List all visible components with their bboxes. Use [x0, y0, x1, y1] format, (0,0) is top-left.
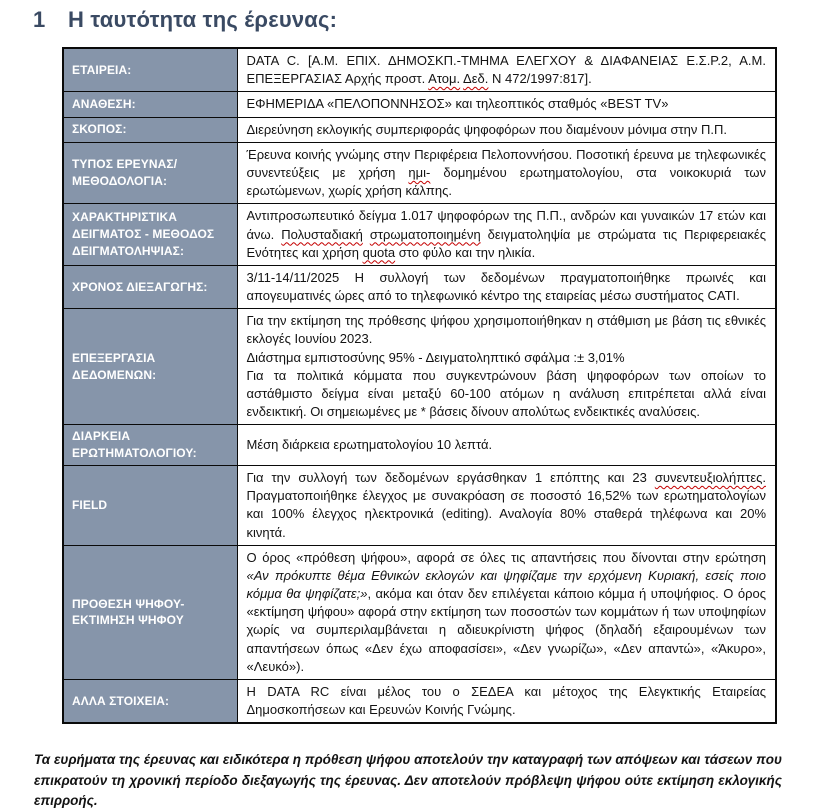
content-segment: Η DATA RC είναι μέλος του ο ΣΕΔΕΑ και μέτοχος της Ελεγκτικής Εταιρείας Δημοσκοπήσεων και Ερευνών Κοινής Γνώμης. [246, 684, 766, 718]
content-segment: N 472/1997:817]. [488, 71, 592, 87]
content-segment: 3/11-14/11/2025 Η συλλογή των δεδομένων πραγματοποιήθηκε πρωινές και απογευματινές ώρες από το τηλεφωνικό κέντρο της εταιρείας μέσω συστήματος CATI. [246, 269, 766, 304]
row-label: FIELD [63, 465, 237, 545]
content-segment: Διάστημα εμπιστοσύνης 95% - Δειγματοληπτικό σφάλμα :± 3,01% [246, 349, 625, 365]
row-content [237, 265, 776, 308]
content-segment: , ακόμα και όταν δεν επιλέγεται κάποιο κόμμα ή υποψήφιος. Ο όρος «εκτίμηση ψήφου» αφορά στην εκτίμηση των ποσοστών των κομμάτων ή των υποψηφίων χωρίς να συμπεριλαμβάνεται η αδιευκρίνιστη ψήφος (δηλαδή εξαιρουμένων των απαντήσεων όπως «Δεν έχω αποφασίσει», «Δεν γνωρίζω», «Δεν απαντώ», «Άκυρο», «Λευκό»). [246, 586, 767, 674]
row-content [237, 204, 776, 266]
table-row-3 [63, 142, 776, 204]
content-segment: ΕΦΗΜΕΡΙΔΑ «ΠΕΛΟΠΟΝΝΗΣΟΣ» και τηλεοπτικός σταθμός «BEST TV» [246, 96, 669, 112]
content-segment: Αντιπροσωπευτικό δείγμα 1.017 ψηφοφόρων της Π.Π., ανδρών και γυναικών 17 ετών και άνω. [246, 208, 766, 242]
content-segment: συνεντευξιολήπτες. [654, 469, 766, 485]
content-segment: δειγματοληψία με στρώματα τις Περιφερειακές Ενότητες και χρήση [246, 226, 766, 260]
content-segment: Μέση διάρκεια ερωτηματολογίου 10 λεπτά. [246, 437, 493, 453]
content-segment: δομημένου ερωτηματολογίου, στα νοικοκυριά των ερωτώμενων, χωρίς χρήση κάλπης. [246, 164, 766, 199]
row-label: ΤΥΠΟΣ ΕΡΕΥΝΑΣ/ ΜΕΘΟΔΟΛΟΓΙΑ: [63, 142, 237, 204]
table-row-2 [63, 117, 776, 142]
heading-number: 1 [33, 7, 46, 32]
row-content [237, 680, 776, 724]
page-title [33, 7, 818, 33]
content-segment: Για την εκτίμηση της πρόθεσης ψήφου χρησιμοποιήθηκαν η στάθμιση με βάση τις εθνικές εκλογές Ιουνίου 2023. [246, 313, 766, 347]
document-page [0, 7, 818, 808]
row-content [237, 309, 776, 425]
identity-table-body [63, 48, 776, 723]
row-label: ΧΑΡΑΚΤΗΡΙΣΤΙΚΑ ΔΕΙΓΜΑΤΟΣ - ΜΕΘΟΔΟΣ ΔΕΙΓΜΑΤΟΛΗΨΙΑΣ: [63, 204, 237, 266]
content-segment: Δεδ. [463, 71, 489, 87]
row-label: ΣΚΟΠΟΣ: [63, 117, 237, 142]
row-label: ΑΝΑΘΕΣΗ: [63, 92, 237, 117]
content-segment: Για την συλλογή των δεδομένων εργάσθηκαν 1 επόπτης και 23 [246, 469, 655, 485]
content-segment: «Αν πρόκυπτε θέμα Εθνικών εκλογών και ψηφίζαμε την ερχόμενη Κυριακή, εσείς ποιο κόμμα θα ψηφίζατε;» [246, 567, 766, 602]
table-row-9 [63, 545, 776, 679]
table-row-4 [63, 204, 776, 266]
content-segment: Διερεύνηση εκλογικής συμπεριφοράς ψηφοφόρων που διαμένουν μόνιμα στην Π.Π. [246, 121, 728, 137]
content-segment: στρωματοποιημένη [369, 226, 481, 242]
row-content [237, 545, 776, 679]
table-row-5 [63, 265, 776, 308]
row-content [237, 465, 776, 545]
row-label: ΠΡΟΘΕΣΗ ΨΗΦΟΥ- ΕΚΤΙΜΗΣΗ ΨΗΦΟΥ [63, 545, 237, 679]
content-segment: Για τα πολιτικά κόμματα που συγκεντρώνουν βάση ψηφοφόρων των οποίων το αστάθμιστο δείγμα είναι μεταξύ 60-100 ατόμων η ανάλυση επιτρέπεται αλλά είναι ενδεικτική. Οι σημειωμένες με * βάσεις δίνουν απολύτως ενδεικτικές αναλύσεις. [246, 367, 766, 420]
row-label: ΧΡΟΝΟΣ ΔΙΕΞΑΓΩΓΗΣ: [63, 265, 237, 308]
row-content [237, 142, 776, 204]
table-row-0 [63, 48, 776, 92]
row-content [237, 92, 776, 117]
row-label: ΕΤΑΙΡΕΙΑ: [63, 48, 237, 92]
table-row-6 [63, 309, 776, 425]
row-label: ΔΙΑΡΚΕΙΑ ΕΡΩΤΗΜΑΤΟΛΟΓΙΟΥ: [63, 425, 237, 466]
content-segment: Ο όρος «πρόθεση ψήφου», αφορά σε όλες τις απαντήσεις που δίνονται στην ερώτηση [246, 549, 766, 565]
content-segment [363, 227, 370, 242]
survey-identity-table [62, 47, 777, 724]
content-segment: Ατομ. [428, 71, 461, 87]
row-content [237, 117, 776, 142]
table-row-7 [63, 425, 776, 466]
row-label: ΑΛΛΑ ΣΤΟΙΧΕΙΑ: [63, 680, 237, 724]
content-segment: DATA C. [Α.Μ. ΕΠΙΧ. ΔΗΜΟΣΚΠ.-ΤΜΗΜΑ ΕΛΕΓΧΟΥ & ΔΙΑΦΑΝΕΙΑΣ Ε.Σ.Ρ.2, Α.Μ. ΕΠΕΞΕΡΓΑΣΙΑΣ Αρχής προστ. [246, 53, 766, 87]
content-segment: Πραγματοποιήθηκε έλεγχος με συνακρόαση σε ποσοστό 16,52% των ερωτηματολογίων και 100% έλεγχος ηλεκτρονικά (editing). Αναλογία 80% σταθερά τηλέφωνα και 20% κινητά. [246, 488, 766, 540]
heading-title-text: Η ταυτότητα της έρευνας: [68, 7, 338, 32]
disclaimer-paragraph: Τα ευρήματα της έρευνας και ειδικότερα η πρόθεση ψήφου αποτελούν την καταγραφή των απόψεων και τάσεων που επικρατούν τη χρονική περίοδο διεξαγωγής της έρευνας. Δεν αποτελούν πρόβλεψη ψήφου ούτε εκτίμηση εκλογικής επιρροής. [34, 752, 782, 808]
row-content [237, 48, 776, 92]
table-row-8 [63, 465, 776, 545]
row-label: ΕΠΕΞΕΡΓΑΣΙΑ ΔΕΔΟΜΕΝΩΝ: [63, 309, 237, 425]
content-segment: Πολυσταδιακή [281, 226, 363, 242]
table-row-1 [63, 92, 776, 117]
table-row-10 [63, 680, 776, 724]
content-segment: quota [362, 244, 396, 260]
content-segment: στο φύλο και την ηλικία. [395, 244, 536, 260]
row-content [237, 425, 776, 466]
content-segment: Έρευνα κοινής γνώμης στην Περιφέρεια Πελοποννήσου. Ποσοτική έρευνα με τηλεφωνικές συνεντεύξεις με χρήση [246, 146, 766, 180]
content-segment: ημι- [408, 164, 431, 180]
